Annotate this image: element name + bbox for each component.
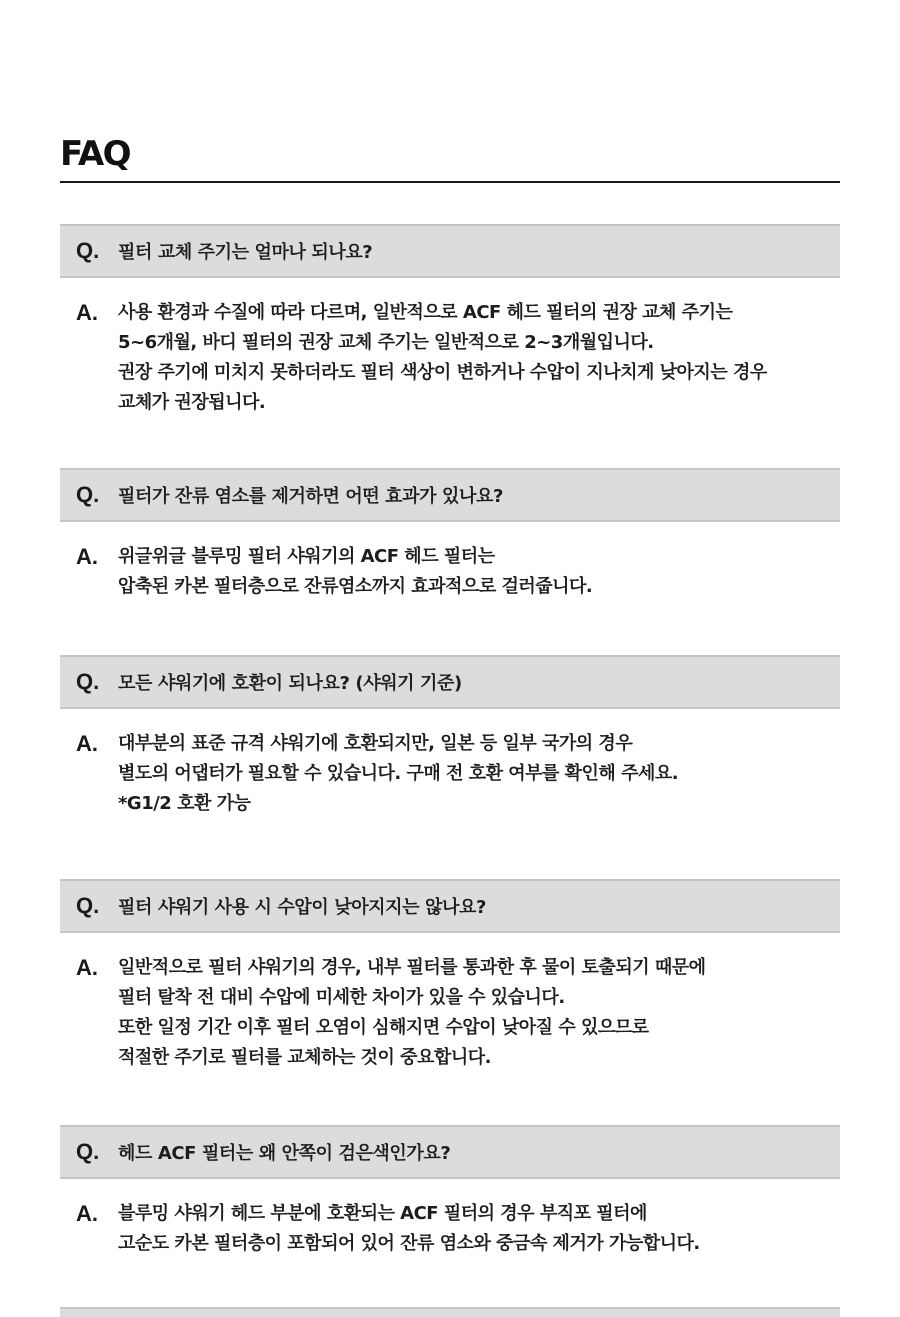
faq-question-1[interactable] xyxy=(60,224,840,278)
answer-line: 압축된 카본 필터층으로 잔류염소까지 효과적으로 걸러줍니다. xyxy=(118,576,593,597)
question-marker: Q. xyxy=(76,1139,100,1164)
answer-text xyxy=(118,729,678,819)
answer-line: 사용 환경과 수질에 따라 다르며, 일반적으로 ACF 헤드 필터의 권장 교체 주기는 xyxy=(118,302,733,323)
faq-question-6-partial[interactable] xyxy=(60,1307,840,1317)
answer-line: 필터 탈착 전 대비 수압에 미세한 차이가 있을 수 있습니다. xyxy=(118,987,565,1008)
question-text: 필터가 잔류 염소를 제거하면 어떤 효과가 있나요? xyxy=(118,486,503,507)
question-marker: Q. xyxy=(76,482,100,507)
answer-line: 교체가 권장됩니다. xyxy=(118,392,266,413)
answer-marker: A. xyxy=(76,300,98,325)
question-text: 모든 샤워기에 호환이 되나요? (샤워기 기준) xyxy=(118,673,462,694)
answer-text xyxy=(118,953,706,1073)
answer-line: 고순도 카본 필터층이 포함되어 있어 잔류 염소와 중금속 제거가 가능합니다. xyxy=(118,1233,700,1254)
faq-question-4[interactable] xyxy=(60,879,840,933)
question-marker: Q. xyxy=(76,238,100,263)
question-text: 헤드 ACF 필터는 왜 안쪽이 검은색인가요? xyxy=(118,1143,451,1164)
faq-list xyxy=(60,224,840,1317)
answer-line: 또한 일정 기간 이후 필터 오염이 심해지면 수압이 낮아질 수 있으므로 xyxy=(118,1017,649,1038)
answer-line: 권장 주기에 미치지 못하더라도 필터 색상이 변하거나 수압이 지나치게 낮아지는 경우 xyxy=(118,362,767,383)
answer-marker: A. xyxy=(76,544,98,569)
question-text: 필터 샤워기 사용 시 수압이 낮아지지는 않나요? xyxy=(118,897,487,918)
faq-answer-3 xyxy=(60,709,840,819)
page-title: FAQ xyxy=(60,134,131,174)
question-marker: Q. xyxy=(76,893,100,918)
faq-answer-1 xyxy=(60,278,840,418)
faq-question-3[interactable] xyxy=(60,655,840,709)
answer-marker: A. xyxy=(76,1201,98,1226)
answer-text xyxy=(118,542,592,602)
answer-line: 적절한 주기로 필터를 교체하는 것이 중요합니다. xyxy=(118,1047,491,1068)
title-divider xyxy=(60,181,840,183)
question-marker: Q. xyxy=(76,669,100,694)
faq-answer-2 xyxy=(60,522,840,602)
faq-question-2[interactable] xyxy=(60,468,840,522)
answer-marker: A. xyxy=(76,731,98,756)
answer-line: 별도의 어댑터가 필요할 수 있습니다. 구매 전 호환 여부를 확인해 주세요. xyxy=(118,763,679,784)
question-text: 필터 교체 주기는 얼마나 되나요? xyxy=(118,242,373,263)
answer-line: *G1/2 호환 가능 xyxy=(118,793,251,814)
faq-answer-4 xyxy=(60,933,840,1073)
answer-line: 일반적으로 필터 샤워기의 경우, 내부 필터를 통과한 후 물이 토출되기 때문에 xyxy=(118,957,706,978)
answer-marker: A. xyxy=(76,955,98,980)
answer-text xyxy=(118,1199,700,1259)
answer-line: 5~6개월, 바디 필터의 권장 교체 주기는 일반적으로 2~3개월입니다. xyxy=(118,332,654,353)
answer-text xyxy=(118,298,767,418)
faq-question-5[interactable] xyxy=(60,1125,840,1179)
faq-answer-5 xyxy=(60,1179,840,1259)
answer-line: 대부분의 표준 규격 샤워기에 호환되지만, 일본 등 일부 국가의 경우 xyxy=(118,733,633,754)
answer-line: 위글위글 블루밍 필터 샤워기의 ACF 헤드 필터는 xyxy=(118,546,495,567)
answer-line: 블루밍 샤워기 헤드 부분에 호환되는 ACF 필터의 경우 부직포 필터에 xyxy=(118,1203,647,1224)
